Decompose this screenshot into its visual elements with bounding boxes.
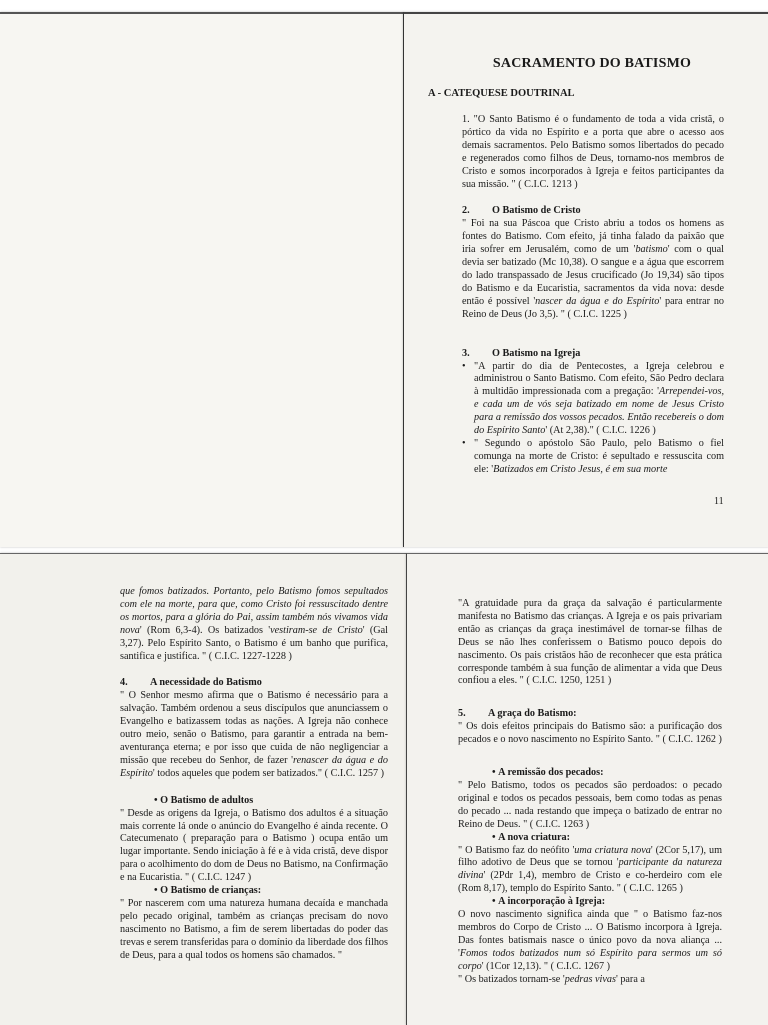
intro-text: "A gratuidade pura da graça da salvação é particularmente manifesta no Batismo das crianças. A Igreja e os pais privariam então as crianças da graça inestimável de tornar-se filhas de Deus se não lhes conferissem o Batismo pouco depois do nascimento. Os pais cristãos hão de reconhecer que esta prática corresponde também à sua função de alimentar a vida que Deus confiou a eles. " ( C.I.C. 1250, 1251 ) bbox=[458, 598, 722, 687]
nova-criatura-text bbox=[458, 845, 722, 897]
adultos-heading bbox=[120, 795, 388, 808]
text-run: ' para a bbox=[615, 973, 645, 985]
bullet-icon: • bbox=[492, 831, 496, 843]
remissao-heading bbox=[458, 767, 722, 780]
text-run: ' com o qual devia ser batizado (Mc 10,38). O sangue e a água que escorrem do lado transpassado de Jesus crucificado (Jo 19,34) são tipos do Batismo e da Eucaristia, sacramentos da vida nova: desde então é possível ' bbox=[462, 244, 724, 307]
italic-run: batismo bbox=[635, 244, 668, 256]
nova-criatura-title: A nova criatura: bbox=[498, 831, 570, 843]
text-run: ' (At 2,38)." ( C.I.C. 1226 ) bbox=[545, 425, 656, 437]
section-5-title: A graça do Batismo: bbox=[488, 708, 577, 720]
section-3-heading bbox=[462, 348, 724, 361]
section-4-title: A necessidade do Batismo bbox=[150, 677, 262, 689]
top-right-column bbox=[462, 114, 724, 477]
adultos-title: O Batismo de adultos bbox=[160, 794, 254, 806]
section-5-number: 5. bbox=[458, 708, 466, 720]
italic-run: pedras vivas bbox=[564, 973, 616, 985]
criancas-heading bbox=[120, 885, 388, 898]
text-run: ' (2Cor 5,17), um filho adotivo de Deus que se tornou ' bbox=[458, 844, 722, 869]
nova-criatura-heading bbox=[458, 832, 722, 845]
continued-text bbox=[120, 586, 388, 663]
section-4-number: 4. bbox=[120, 677, 128, 689]
criancas-text: " Por nascerem com uma natureza humana decaída e manchada pelo pecado original, também as crianças precisam do novo nascimento no Batismo, a fim de serem libertadas do poder das trevas e serem transferidas para o domínio da liberdade dos filhos de Deus, para a qual todos os homens são chamados. " bbox=[120, 897, 388, 961]
bullet-icon: • bbox=[492, 896, 496, 908]
document-title: SACRAMENTO DO BATISMO bbox=[492, 56, 692, 71]
italic-run: Fomos todos batizados num só Espírito para sermos um só corpo bbox=[458, 947, 722, 972]
text-run: " O Senhor mesmo afirma que o Batismo é necessário para a salvação. Também ordenou a seus discípulos que anunciassem o Evangelho e batizassem todas as nações. A Igreja não conhece outro meio, senão o Batismo, para garantir a entrada na bem-aventurança eterna; e por isso que cuida de não negligenciar a missão que recebeu do Senhor, de fazer ' bbox=[120, 690, 388, 766]
text-run: ' (1Cor 12,13). " ( C.I.C. 1267 ) bbox=[481, 960, 611, 972]
blank-page-top-left bbox=[0, 12, 404, 547]
section-4-text bbox=[120, 690, 388, 780]
text-run: " O Batismo faz do neófito ' bbox=[458, 844, 575, 856]
text-run: " Segundo o apóstolo São Paulo, pelo Batismo o fiel comunga na morte de Cristo: é sepultado e ressuscita com ele: ' bbox=[474, 437, 724, 475]
remissao-text: " Pelo Batismo, todos os pecados são perdoados: o pecado original e todos os pecados pessoais, bem como todas as penas do pecado ... nada restando que impeça o batizado de entrar no Reino de Deus. " ( C.I.C. 1263 ) bbox=[458, 779, 722, 830]
bullet-icon: • bbox=[462, 437, 466, 449]
section-2-text bbox=[462, 218, 724, 321]
incorporacao-text bbox=[458, 909, 722, 974]
bottom-left-column bbox=[120, 586, 388, 962]
bullet-icon: • bbox=[462, 360, 466, 372]
section-5-text: " Os dois efeitos principais do Batismo são: a purificação dos pecados e o novo nascimento no Espírito Santo. " ( C.I.C. 1262 ) bbox=[458, 721, 722, 746]
incorporacao-heading bbox=[458, 896, 722, 909]
bullet-text bbox=[474, 361, 724, 438]
italic-run: nascer da água e do Espírito bbox=[535, 295, 660, 307]
text-run: " Os batizados tornam-se ' bbox=[458, 973, 565, 985]
section-3-title: O Batismo na Igreja bbox=[492, 347, 581, 359]
section-2-title: O Batismo de Cristo bbox=[492, 205, 581, 217]
criancas-title: O Batismo de crianças: bbox=[160, 885, 262, 897]
text-run: " Foi na sua Páscoa que Cristo abriu a todos os homens as fontes do Batismo. Com efeito, já tinha falado da paixão que iria sofrer em Jerusalém, como de um ' bbox=[462, 218, 724, 256]
text-run: ' todos aqueles que podem ser batizados." ( C.I.C. 1257 ) bbox=[152, 767, 385, 779]
italic-run: Arrependei-vos, e cada um de vós seja batizado em nome de Jesus Cristo para a remissão dos vossos pecados. Então recebereis o dom do Espírito Santo bbox=[474, 386, 724, 437]
text-run: ' (Rom 6,3-4). Os batizados ' bbox=[139, 624, 271, 636]
section-3-number: 3. bbox=[462, 347, 470, 359]
section-2-number: 2. bbox=[462, 205, 470, 217]
bullet-item bbox=[462, 361, 724, 438]
bullet-icon: • bbox=[492, 767, 496, 779]
italic-run: renascer da água e do Espírito bbox=[120, 754, 388, 779]
italic-run: vestiram-se de Cristo bbox=[270, 624, 363, 636]
italic-run: que fomos batizados. Portanto, pelo Batismo fomos sepultados com ele na morte, para que, como Cristo foi ressuscitado dentre os mortos, para a glória do Pai, assim também nós vivamos vida nova bbox=[120, 586, 388, 636]
section-2-heading bbox=[462, 205, 724, 218]
section-subtitle: A - CATEQUESE DOUTRINAL bbox=[428, 88, 575, 99]
text-run: ' para entrar no Reino de Deus (Jo 3,5). " ( C.I.C. 1225 ) bbox=[462, 295, 725, 320]
text-run: ' (Gal 3,27). Pelo Espírito Santo, o Batismo é um banho que purifica, santifica e justifica. " ( C.I.C. 1227-1228 ) bbox=[120, 624, 388, 662]
last-line-text bbox=[458, 974, 722, 987]
remissao-title: A remissão dos pecados: bbox=[498, 767, 604, 779]
text-run: O novo nascimento significa ainda que " o Batismo faz-nos membros do Corpo de Cristo ... O Batismo incorpora à Igreja. Das fontes batismais nasce o único povo da nova aliança ... ' bbox=[458, 909, 722, 959]
paragraph-1: 1. "O Santo Batismo é o fundamento de toda a vida cristã, o pórtico da vida no Espírito e a porta que abre o acesso aos demais sacramentos. Pelo Batismo somos libertados do pecado e regenerados como filhos de Deus, tornamo-nos membros de Cristo e somos incorporados à Igreja e feitos participantes da sua missão. " ( C.I.C. 1213 ) bbox=[462, 114, 724, 190]
italic-run: Batizados em Cristo Jesus, é em sua morte bbox=[493, 463, 668, 475]
italic-run: uma criatura nova bbox=[574, 844, 651, 856]
section-5-heading bbox=[458, 708, 722, 721]
bullet-text bbox=[474, 438, 724, 477]
italic-run: participante da natureza divina bbox=[458, 857, 723, 882]
text-run: "A partir do dia de Pentecostes, a Igreja celebrou e administrou o Santo Batismo. Com efeito, São Pedro declara à multidão impressionada com a pregação: ' bbox=[474, 360, 724, 398]
bottom-right-column bbox=[458, 598, 722, 986]
bullet-icon: • bbox=[154, 794, 158, 806]
bullet-item bbox=[462, 438, 724, 477]
adultos-text: " Desde as origens da Igreja, o Batismo dos adultos é a situação mais corrente lá onde o anúncio do Evangelho é ainda recente. O Catecumenato ( preparação para o Batismo ) ocupa então um lugar importante. Sendo iniciação à fé e à vida cristã, deve dispor para o acolhimento do dom de Deus no Batismo, na Confirmação e na Eucaristia. " ( C.I.C. 1247 ) bbox=[120, 807, 388, 884]
section-4-heading bbox=[120, 677, 388, 690]
bullet-icon: • bbox=[154, 885, 158, 897]
text-run: ' (2Pdr 1,4), membro de Cristo e co-herdeiro com ele (Rom 8,17), templo do Espírito Santo. " ( C.I.C. 1265 ) bbox=[458, 870, 722, 895]
incorporacao-title: A incorporação à Igreja: bbox=[498, 896, 606, 908]
page-number: 11 bbox=[714, 496, 724, 507]
